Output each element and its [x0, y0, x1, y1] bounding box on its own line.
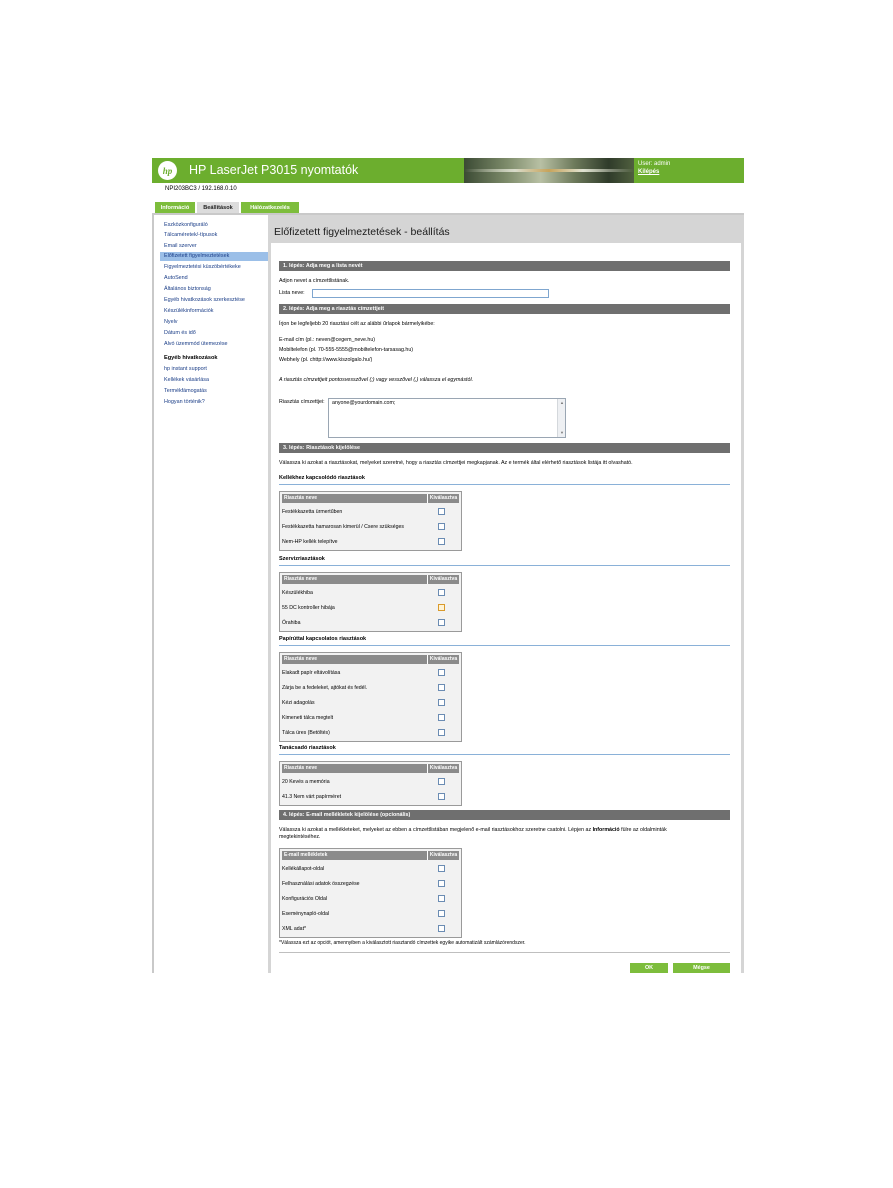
- attachment-checkbox[interactable]: [438, 925, 445, 932]
- sidebar-link-product-support[interactable]: Termékfámogatás: [164, 388, 207, 394]
- app-frame: [152, 158, 744, 973]
- sidebar-item-language[interactable]: Nyelv: [164, 319, 178, 325]
- tab-settings[interactable]: Beállítások: [197, 202, 239, 213]
- group-title-supplies: Kellékhez kapcsolódó riasztások: [279, 475, 365, 481]
- table-header: [282, 851, 459, 860]
- alert-table-paper-path: [279, 652, 462, 742]
- sidebar: [152, 215, 268, 973]
- separator-note: A riasztás címzettjeit pontosvesszővel (;) vagy vesszővel (,) válassza el egymástól.: [279, 377, 474, 383]
- col-attachment-name: E-mail mellékletek: [284, 852, 328, 858]
- table-header: [282, 655, 459, 664]
- alert-row-label: Zárja be a fedeleket, ajtókat és fedél.: [282, 685, 368, 691]
- alert-row-label: Festékkazetta hamarosan kimerül / Csere szükséges: [282, 524, 404, 530]
- alert-table-advisory: [279, 761, 462, 806]
- group-title-service: Szervizriasztások: [279, 556, 325, 562]
- ok-button[interactable]: OK: [630, 963, 668, 973]
- col-alert-name: Riasztás neve: [284, 495, 318, 501]
- col-alert-name: Riasztás neve: [284, 576, 318, 582]
- alert-row-label: Festékkazetta ürmertűben: [282, 509, 343, 515]
- alert-checkbox[interactable]: [438, 778, 445, 785]
- sidebar-item-general-security[interactable]: Általános biztonság: [164, 286, 211, 292]
- group-divider: [279, 645, 730, 646]
- col-selected: Kiválasztva: [427, 764, 459, 773]
- group-divider: [279, 484, 730, 485]
- alert-table-service: [279, 572, 462, 632]
- attachment-row-label: Eseménynapló-oldal: [282, 911, 330, 917]
- alert-checkbox[interactable]: [438, 714, 445, 721]
- format-mobile: Mobiltelefon (pl. 70-555-5555@mobiltelefon-tarsasag.hu): [279, 347, 414, 353]
- other-links-heading: Egyéb hivatkozások: [164, 355, 218, 361]
- alert-checkbox[interactable]: [438, 669, 445, 676]
- alert-checkbox[interactable]: [438, 729, 445, 736]
- attachments-table: [279, 848, 462, 938]
- hp-logo-icon: hp: [158, 161, 177, 180]
- tab-networking[interactable]: Hálózatkezelés: [241, 202, 299, 213]
- col-selected: Kiválasztva: [427, 494, 459, 503]
- recipients-scrollbar[interactable]: [557, 399, 565, 437]
- step3-header: 3. lépés: Riasztások kijelölése: [279, 443, 730, 453]
- alert-row-label: Elakadt papír eltávolítása: [282, 670, 341, 676]
- col-selected: Kiválasztva: [427, 655, 459, 664]
- format-website: Webhely (pl. chttp://www.kiszolgalo.hu/): [279, 357, 373, 363]
- sidebar-link-buy-supplies[interactable]: Kellékek vásárlása: [164, 377, 209, 383]
- attachment-row-label: Konfigurációs Oldal: [282, 896, 327, 902]
- sidebar-item-edit-links[interactable]: Egyéb hivatkozások szerkesztése: [164, 297, 245, 303]
- sidebar-item-sleep-schedule[interactable]: Alvó üzemmód ütemezése: [164, 341, 228, 347]
- alert-checkbox[interactable]: [438, 538, 445, 545]
- sidebar-item-alert-thresholds[interactable]: Figyelmeztetési küszöbértékeke: [164, 264, 241, 270]
- list-name-label: Lista neve:: [279, 290, 305, 296]
- recipients-value: anyone@yourdomain.com;: [332, 400, 396, 406]
- host-address: NPI203BC3 / 192.168.0.10: [165, 186, 237, 192]
- group-divider: [279, 565, 730, 566]
- alert-row-label: Órahiba: [282, 620, 301, 626]
- sidebar-item-subscribed-alerts[interactable]: Előfizetett figyelmeztetések: [160, 252, 270, 261]
- scroll-down-icon[interactable]: ▼: [560, 430, 564, 435]
- group-title-advisory: Tanácsadó riasztások: [279, 745, 336, 751]
- alert-checkbox[interactable]: [438, 523, 445, 530]
- user-label: User: admin: [638, 161, 671, 167]
- alert-row-label: 20 Kevés a memória: [282, 779, 330, 785]
- sidebar-item-device-config[interactable]: Eszközkonfiguráló: [164, 222, 208, 228]
- step4-instruction: Válassza ki azokat a mellékleteket, melyeket az ebben a címzettlistában megjelenő e-mail riasztásokhoz szeretne csatolni. Lépjen az Információ fülre az oldalminták: [279, 827, 667, 833]
- col-alert-name: Riasztás neve: [284, 765, 318, 771]
- alert-row-label: Kimeneti tálca megtelt: [282, 715, 334, 721]
- group-title-paper-path: Papírúttal kapcsolatos riasztások: [279, 636, 367, 642]
- header-bar: [152, 158, 744, 183]
- alert-row-label: Készülékhiba: [282, 590, 313, 596]
- attachment-row-label: Felhasználási adatok összegzése: [282, 881, 360, 887]
- sidebar-item-email-server[interactable]: Email szerver: [164, 243, 197, 249]
- tab-information[interactable]: Információ: [155, 202, 195, 213]
- list-name-input[interactable]: [312, 289, 549, 298]
- attachment-checkbox[interactable]: [438, 865, 445, 872]
- sidebar-item-autosend[interactable]: AutoSend: [164, 275, 188, 281]
- alert-table-supplies: [279, 491, 462, 551]
- attachment-checkbox[interactable]: [438, 895, 445, 902]
- app-title: HP LaserJet P3015 nyomtatók: [189, 163, 359, 177]
- bottom-divider: [279, 952, 730, 953]
- col-selected: Kiválasztva: [427, 851, 459, 860]
- sidebar-link-how-to[interactable]: Hogyan történik?: [164, 399, 205, 405]
- alert-row-label: Kézi adagolás: [282, 700, 315, 706]
- sidebar-item-device-info[interactable]: Készülékinformációk: [164, 308, 214, 314]
- alert-checkbox[interactable]: [438, 619, 445, 626]
- table-header: [282, 575, 459, 584]
- step2-header: 2. lépés: Adja meg a riasztás címzettjeit: [279, 304, 730, 314]
- attachment-checkbox[interactable]: [438, 910, 445, 917]
- step4-header: 4. lépés: E-mail mellékletek kijelölése (opcionális): [279, 810, 730, 820]
- alert-checkbox[interactable]: [438, 699, 445, 706]
- content-area: [271, 243, 741, 973]
- attachment-row-label: XML adat*: [282, 926, 307, 932]
- alert-checkbox[interactable]: [438, 508, 445, 515]
- alert-checkbox[interactable]: [438, 793, 445, 800]
- attachment-row-label: Kellékállapot-oldal: [282, 866, 325, 872]
- col-selected: Kiválasztva: [427, 575, 459, 584]
- alert-row-label: Nem-HP kellék telepítve: [282, 539, 338, 545]
- scroll-up-icon[interactable]: ▲: [560, 400, 564, 405]
- step4-instruction-cont: megtekintéséhez.: [279, 834, 321, 840]
- alert-row-label: 55 DC kontroller hibája: [282, 605, 335, 611]
- user-panel: [638, 160, 670, 176]
- logout-link[interactable]: Kilépés: [638, 169, 660, 175]
- sidebar-item-date-time[interactable]: Dátum és idő: [164, 330, 196, 336]
- sidebar-item-tray-sizes[interactable]: Tálcaméretek/-típusok: [164, 232, 218, 238]
- alert-checkbox[interactable]: [438, 604, 445, 611]
- sidebar-link-instant-support[interactable]: hp instant support: [164, 366, 207, 372]
- page-title: Előfizetett figyelmeztetések - beállítás: [274, 226, 450, 238]
- alert-checkbox[interactable]: [438, 684, 445, 691]
- table-header: [282, 494, 459, 503]
- table-header: [282, 764, 459, 773]
- cancel-button[interactable]: Mégse: [673, 963, 730, 973]
- step3-instruction: Válassza ki azokat a riasztásokat, melyeket szeretné, hogy a riasztás címzettjei megkapjanak. Az e termék által elérhető riasztások listája itt olvasható.: [279, 460, 633, 466]
- step1-instruction: Adjon nevet a címzettlistának.: [279, 278, 350, 284]
- group-divider: [279, 754, 730, 755]
- header-photo: [464, 158, 634, 183]
- recipients-label: Riasztás címzettjei:: [279, 399, 325, 405]
- attachment-checkbox[interactable]: [438, 880, 445, 887]
- alert-row-label: 41.3 Nem várt papírméret: [282, 794, 342, 800]
- col-alert-name: Riasztás neve: [284, 656, 318, 662]
- alert-checkbox[interactable]: [438, 589, 445, 596]
- format-email: E-mail cím (pl.: neven@cegem_neve.hu): [279, 337, 376, 343]
- alert-row-label: Tálca üres (Betöltés): [282, 730, 330, 736]
- step2-instruction: Írjon be legfeljebb 20 riasztási célt az alábbi űrlapok bármelyikébe:: [279, 321, 435, 327]
- recipients-textarea[interactable]: [328, 398, 566, 438]
- step1-header: 1. lépés: Adja meg a lista nevét: [279, 261, 730, 271]
- xml-footnote: *Válassza ezt az opciót, amennyiben a kiválasztott riasztandó címzettek egyike automatizált számlázórendszer.: [279, 940, 526, 946]
